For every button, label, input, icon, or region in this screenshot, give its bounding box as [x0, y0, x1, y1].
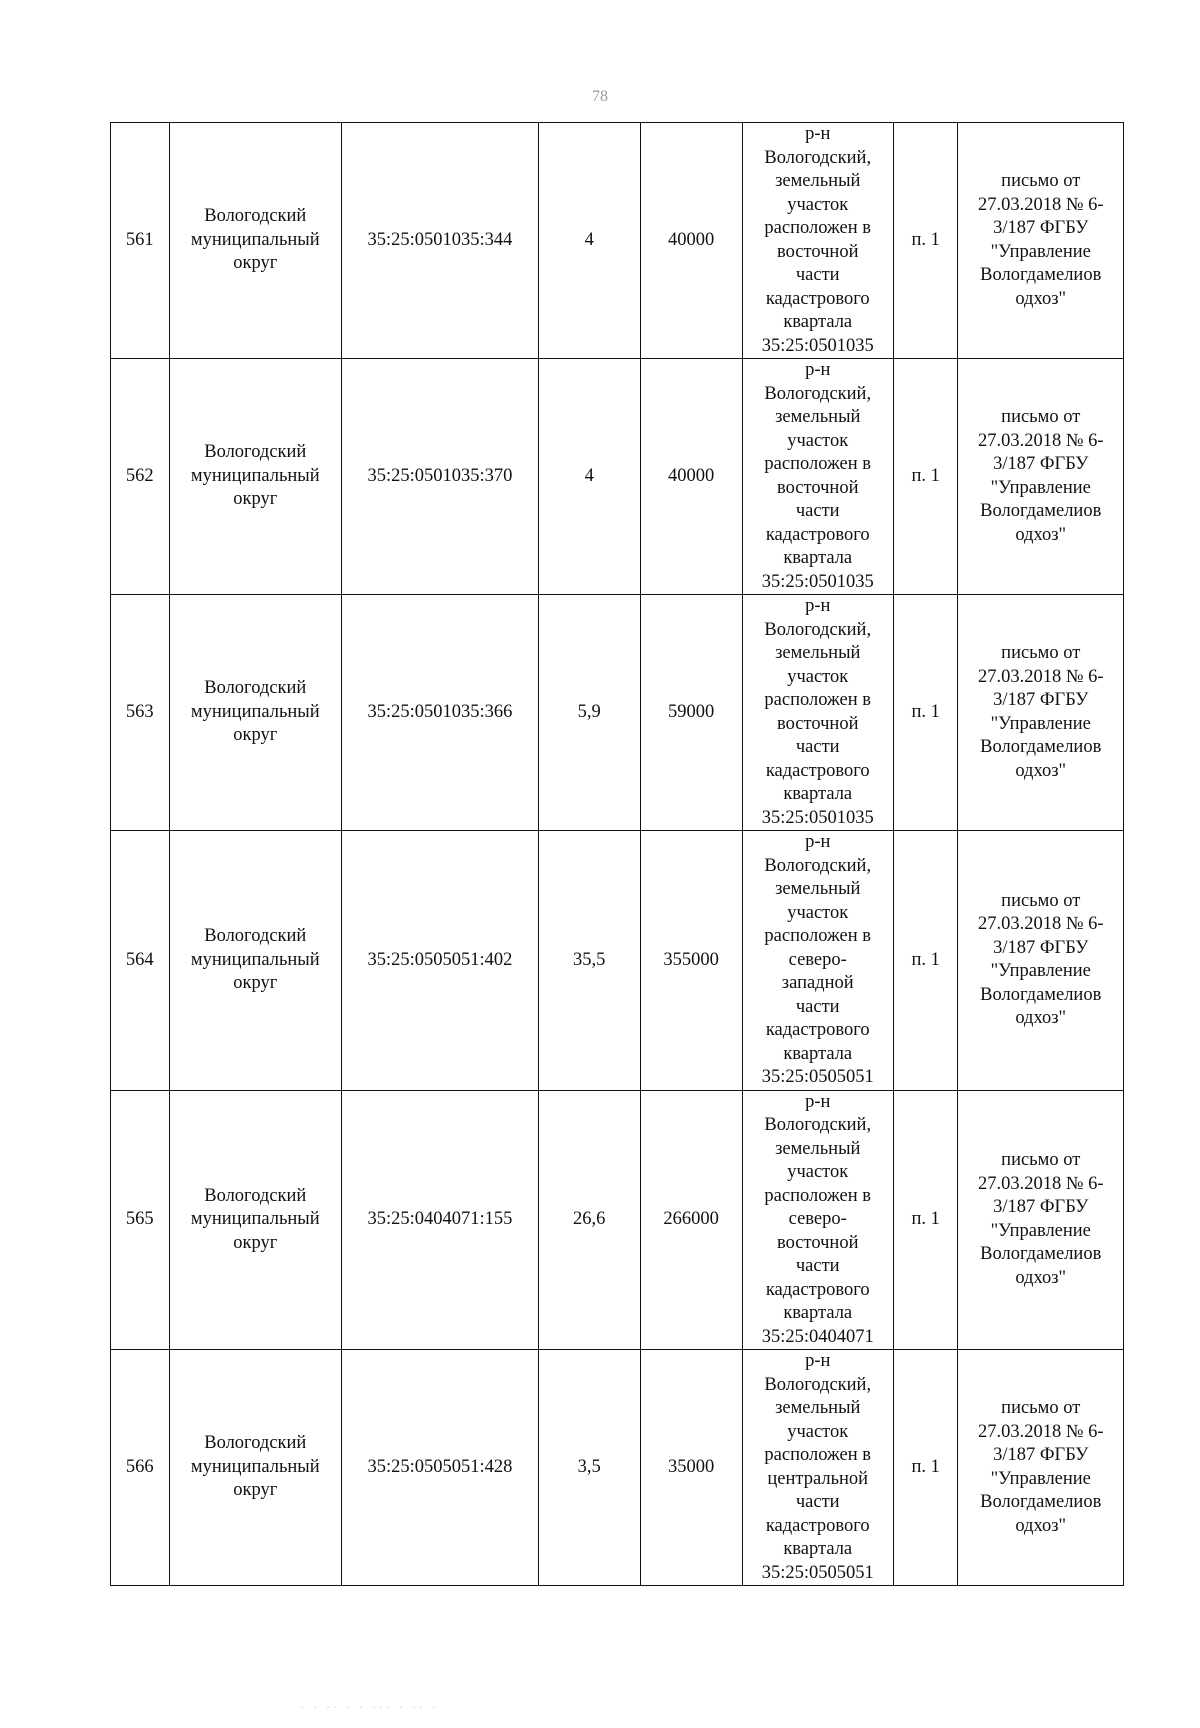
location-cell [742, 359, 893, 595]
cadastral-number-cell: 35:25:0505051:428 [342, 1350, 539, 1586]
cadastral-number-cell: 35:25:0501035:370 [342, 359, 539, 595]
location-line: Вологодский, [764, 855, 872, 876]
location-line: северо- [788, 1209, 847, 1229]
location-line: кадастрового [765, 288, 870, 309]
basis-note-line: одхоз" [1015, 288, 1067, 309]
location-line: 35:25:0501035 [761, 807, 874, 828]
district-line: муниципальный [190, 949, 320, 970]
basis-note-line: письмо от [1001, 407, 1081, 427]
location-line: земельный [775, 407, 861, 427]
location-line: р-н [805, 360, 831, 380]
basis-note-line: Вологдамелиов [980, 1492, 1102, 1512]
basis-note-line: письмо от [1001, 171, 1081, 191]
location-line: Вологодский, [764, 147, 872, 168]
point-cell: п. 1 [893, 123, 958, 359]
basis-note-line: "Управление [990, 1468, 1091, 1489]
location-line: земельный [775, 879, 861, 899]
table-row [111, 1090, 1124, 1350]
location-cell [742, 831, 893, 1091]
location-line: участок [787, 666, 849, 687]
basis-note-cell [958, 1350, 1124, 1586]
basis-note-line: 27.03.2018 № 6- [977, 194, 1104, 215]
district-line: Вологодский [204, 1185, 307, 1206]
location-line: 35:25:0404071 [761, 1326, 874, 1347]
location-line: северо- [788, 949, 847, 970]
district-line: округ [233, 253, 278, 274]
basis-note-line: одхоз" [1015, 524, 1067, 545]
basis-note-line: Вологдамелиов [980, 984, 1102, 1005]
basis-note-line: письмо от [1001, 1150, 1081, 1171]
district-line: Вологодский [204, 926, 307, 946]
basis-note-line: Вологдамелиов [980, 265, 1102, 285]
point-cell: п. 1 [893, 1350, 958, 1586]
district-line: округ [233, 1480, 278, 1501]
district-cell [169, 831, 342, 1091]
district-line: Вологодский [204, 206, 307, 227]
basis-note-cell [958, 359, 1124, 595]
area-m2-cell: 40000 [640, 123, 742, 359]
basis-note-line: одхоз" [1015, 1267, 1067, 1288]
location-line: части [795, 1492, 840, 1512]
basis-note-cell [958, 123, 1124, 359]
location-line: земельный [775, 1398, 861, 1418]
location-line: расположен в [764, 926, 872, 946]
location-line: 35:25:0501035 [761, 571, 874, 592]
basis-note-line: 3/187 ФГБУ [993, 1197, 1089, 1218]
row-number-cell: 563 [111, 595, 170, 831]
row-number-cell: 562 [111, 359, 170, 595]
point-cell: п. 1 [893, 831, 958, 1091]
area-ha-cell: 3,5 [538, 1350, 640, 1586]
location-line: расположен в [764, 1445, 872, 1465]
land-plots-table [110, 122, 1124, 1586]
location-line: 35:25:0505051 [761, 1067, 874, 1087]
location-line: участок [787, 1421, 849, 1442]
district-cell [169, 1350, 342, 1586]
location-line: восточной [776, 241, 859, 262]
area-m2-cell: 35000 [640, 1350, 742, 1586]
basis-note-line: 27.03.2018 № 6- [977, 1173, 1104, 1194]
location-line: р-н [805, 124, 831, 144]
location-line: квартала [783, 784, 853, 804]
district-line: Вологодский [204, 1433, 307, 1454]
row-number-cell: 561 [111, 123, 170, 359]
location-line: западной [781, 973, 854, 993]
table-row [111, 123, 1124, 359]
basis-note-cell [958, 831, 1124, 1091]
cadastral-number-cell: 35:25:0501035:366 [342, 595, 539, 831]
location-line: части [795, 737, 840, 757]
scan-artifact: · · ·· · · ··· · ·· · [300, 1700, 439, 1714]
location-line: части [795, 996, 840, 1017]
location-line: Вологодский, [764, 1115, 872, 1135]
location-line: кадастрового [765, 1515, 870, 1536]
basis-note-line: 27.03.2018 № 6- [977, 914, 1104, 935]
location-line: квартала [783, 1043, 853, 1064]
district-line: Вологодский [204, 442, 307, 463]
basis-note-line: "Управление [990, 961, 1091, 982]
location-cell [742, 595, 893, 831]
table-body [111, 123, 1124, 1586]
district-line: муниципальный [190, 465, 320, 486]
location-line: участок [787, 1162, 849, 1182]
basis-note-line: одхоз" [1015, 1008, 1067, 1029]
basis-note-line: Вологдамелиов [980, 1244, 1102, 1265]
location-cell [742, 123, 893, 359]
district-line: муниципальный [190, 1456, 320, 1477]
district-cell [169, 123, 342, 359]
basis-note-line: письмо от [1001, 890, 1081, 911]
location-line: 35:25:0501035 [761, 335, 874, 356]
location-line: 35:25:0505051 [761, 1562, 874, 1583]
basis-note-line: письмо от [1001, 643, 1081, 663]
basis-note-line: 27.03.2018 № 6- [977, 666, 1104, 687]
location-line: кадастрового [765, 1279, 870, 1300]
location-cell [742, 1090, 893, 1350]
location-cell [742, 1350, 893, 1586]
district-line: округ [233, 973, 278, 993]
cadastral-number-cell: 35:25:0501035:344 [342, 123, 539, 359]
location-line: восточной [776, 1232, 859, 1253]
location-line: квартала [783, 548, 853, 568]
basis-note-line: 3/187 ФГБУ [993, 937, 1089, 958]
basis-note-line: "Управление [990, 713, 1091, 734]
district-line: муниципальный [190, 229, 320, 250]
page-number: 78 [592, 88, 608, 105]
cadastral-number-cell: 35:25:0505051:402 [342, 831, 539, 1091]
basis-note-line: 27.03.2018 № 6- [977, 1421, 1104, 1442]
basis-note-cell [958, 595, 1124, 831]
table-row [111, 359, 1124, 595]
district-line: муниципальный [190, 1209, 320, 1229]
area-ha-cell: 26,6 [538, 1090, 640, 1350]
location-line: кадастрового [765, 524, 870, 545]
location-line: р-н [805, 1351, 831, 1371]
basis-note-line: Вологдамелиов [980, 737, 1102, 757]
location-line: квартала [783, 1539, 853, 1559]
location-line: части [795, 1256, 840, 1276]
area-ha-cell: 5,9 [538, 595, 640, 831]
district-line: округ [233, 725, 278, 746]
location-line: расположен в [764, 1185, 872, 1206]
location-line: р-н [805, 1091, 831, 1112]
point-cell: п. 1 [893, 359, 958, 595]
district-cell [169, 1090, 342, 1350]
basis-note-line: 3/187 ФГБУ [993, 218, 1089, 238]
basis-note-line: одхоз" [1015, 760, 1067, 781]
location-line: Вологодский, [764, 1374, 872, 1395]
basis-note-line: 3/187 ФГБУ [993, 454, 1089, 474]
location-line: участок [787, 194, 849, 215]
basis-note-cell [958, 1090, 1124, 1350]
basis-note-line: одхоз" [1015, 1515, 1067, 1536]
area-m2-cell: 266000 [640, 1090, 742, 1350]
location-line: квартала [783, 312, 853, 332]
location-line: восточной [776, 477, 859, 498]
location-line: центральной [767, 1468, 869, 1489]
area-m2-cell: 40000 [640, 359, 742, 595]
basis-note-line: письмо от [1001, 1398, 1081, 1418]
table-row [111, 1350, 1124, 1586]
location-line: расположен в [764, 218, 872, 238]
cadastral-number-cell: 35:25:0404071:155 [342, 1090, 539, 1350]
basis-note-line: Вологдамелиов [980, 501, 1102, 521]
point-cell: п. 1 [893, 1090, 958, 1350]
location-line: части [795, 501, 840, 521]
area-m2-cell: 59000 [640, 595, 742, 831]
area-m2-cell: 355000 [640, 831, 742, 1091]
district-line: Вологодский [204, 678, 307, 699]
location-line: квартала [783, 1303, 853, 1323]
basis-note-line: 27.03.2018 № 6- [977, 430, 1104, 451]
location-line: земельный [775, 1138, 861, 1159]
row-number-cell: 566 [111, 1350, 170, 1586]
basis-note-line: "Управление [990, 477, 1091, 498]
location-line: участок [787, 902, 849, 923]
area-ha-cell: 4 [538, 359, 640, 595]
location-line: расположен в [764, 690, 872, 710]
area-ha-cell: 35,5 [538, 831, 640, 1091]
district-cell [169, 595, 342, 831]
basis-note-line: 3/187 ФГБУ [993, 690, 1089, 710]
location-line: р-н [805, 596, 831, 616]
location-line: Вологодский, [764, 383, 872, 404]
district-line: муниципальный [190, 701, 320, 722]
district-line: округ [233, 1232, 278, 1253]
basis-note-line: 3/187 ФГБУ [993, 1445, 1089, 1465]
location-line: земельный [775, 643, 861, 663]
location-line: Вологодский, [764, 619, 872, 640]
district-line: округ [233, 489, 278, 510]
table-row [111, 831, 1124, 1091]
location-line: участок [787, 430, 849, 451]
row-number-cell: 564 [111, 831, 170, 1091]
row-number-cell: 565 [111, 1090, 170, 1350]
basis-note-line: "Управление [990, 1220, 1091, 1241]
location-line: земельный [775, 171, 861, 191]
location-line: кадастрового [765, 760, 870, 781]
district-cell [169, 359, 342, 595]
location-line: расположен в [764, 454, 872, 474]
basis-note-line: "Управление [990, 241, 1091, 262]
location-line: восточной [776, 713, 859, 734]
point-cell: п. 1 [893, 595, 958, 831]
area-ha-cell: 4 [538, 123, 640, 359]
location-line: р-н [805, 832, 831, 852]
table-row [111, 595, 1124, 831]
location-line: части [795, 265, 840, 285]
location-line: кадастрового [765, 1020, 870, 1040]
